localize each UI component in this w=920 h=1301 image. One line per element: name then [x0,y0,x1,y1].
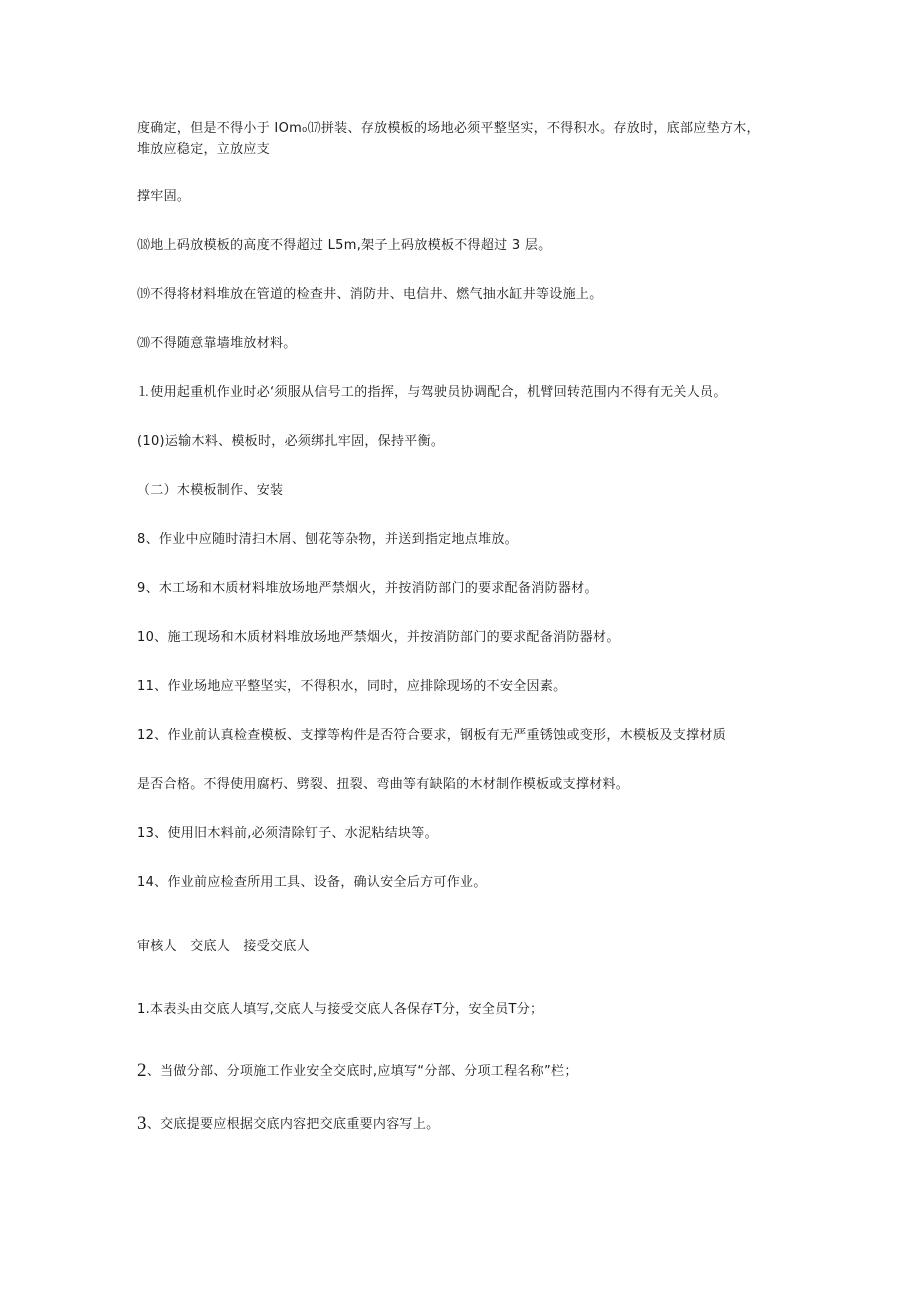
item-12: 12、作业前认真检查模板、支撑等构件是否符合要求，钢板有无严重锈蚀或变形，木模板及支撑材质 [137,728,727,743]
rule-9: ⒈使用起重机作业时必‘须服从信号工的指挥，与驾驶员协调配合，机臂回转范围内不得有无关人员。 [137,385,727,400]
item-11: 11、作业场地应平整坚实，不得积水，同时，应排除现场的不安全因素。 [137,679,567,694]
note-text: 本表头由交底人填写,交底人与接受交底人各保存T分，安全员T分； [150,1002,544,1017]
item-9: 9、木工场和木质材料堆放场地严禁烟火，并按消防部门的要求配备消防器材。 [137,581,598,596]
note-2 [137,1060,578,1081]
note-number: 3 [137,1113,147,1134]
paragraph-line-2: 堆放应稳定，立放应支 [137,142,271,157]
note-number: 2 [137,1060,147,1081]
signature-line: 审核人 交底人 接受交底人 [137,939,310,954]
rule-6: ⒅地上码放模板的高度不得超过 L5m,架子上码放模板不得超过 3 层。 [137,238,552,253]
rule-7: ⒆不得将材料堆放在管道的检查井、消防井、电信井、燃气抽水缸井等设施上。 [137,287,603,302]
item-12-continued: 是否合格。不得使用腐朽、劈裂、扭裂、弯曲等有缺陷的木材制作模板或支撑材料。 [137,777,630,792]
note-number: 1. [137,1002,151,1017]
item-14: 14、作业前应检查所用工具、设备，确认安全后方可作业。 [137,875,487,890]
item-10: 10、施工现场和木质材料堆放场地严禁烟火，并按消防部门的要求配备消防器材。 [137,630,620,645]
note-text: 、当做分部、分项施工作业安全交底时,应填写“分部、分项工程名称”栏； [146,1064,578,1079]
rule-10: (10)运输木料、模板时，必须绑扎牢固，保持平衡。 [137,434,445,449]
item-8: 8、作业中应随时清扫木屑、刨花等杂物，并送到指定地点堆放。 [137,532,518,547]
note-text: 、交底提要应根据交底内容把交底重要内容写上。 [146,1117,440,1132]
section-heading: （二）木模板制作、安装 [137,483,284,498]
rule-8: ⒇不得随意靠墙堆放材料。 [137,336,297,351]
paragraph-line-3: 撑牢固。 [137,189,191,204]
paragraph-line-1: 度确定，但是不得小于 IOm₀⒄拼装、存放模板的场地必须平整坚实，不得积水。存放时，底部应垫方木， [137,121,760,136]
note-1 [137,1002,543,1018]
note-3 [137,1113,440,1134]
item-13: 13、使用旧木料前,必须清除钉子、水泥粘结块等。 [137,826,438,841]
